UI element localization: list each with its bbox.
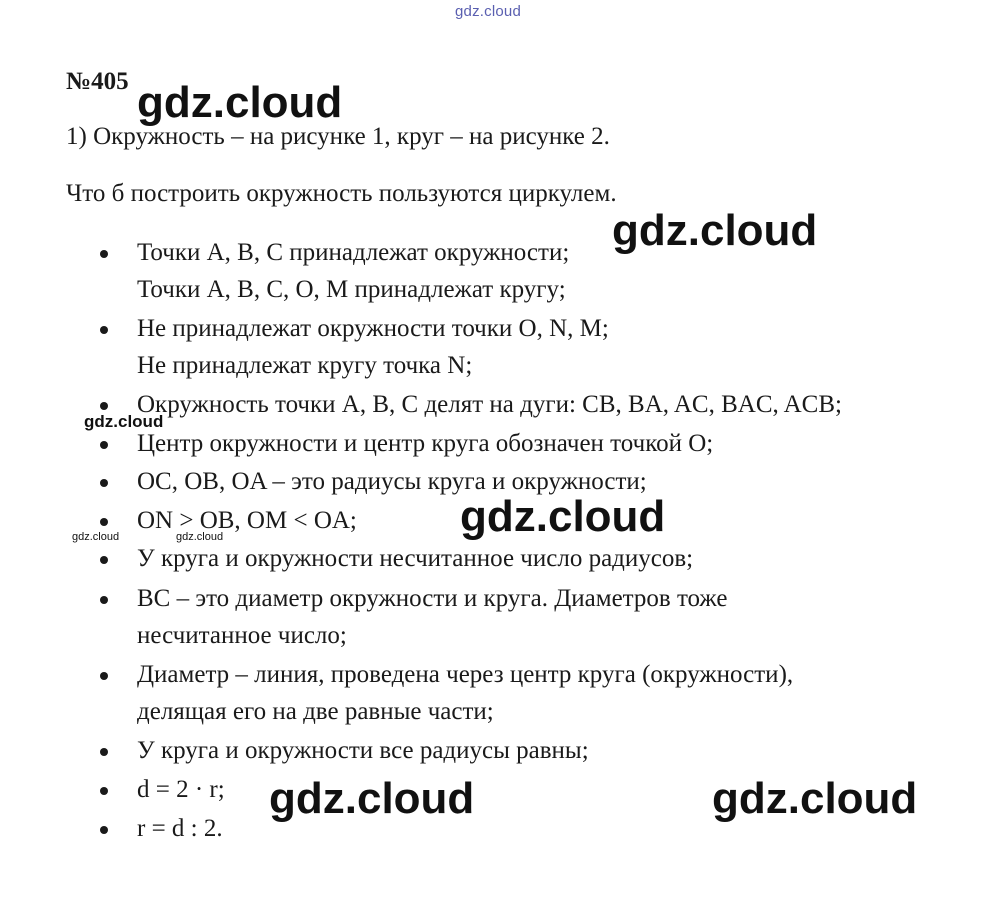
bullet-icon bbox=[100, 479, 108, 487]
watermark: gdz.cloud bbox=[460, 492, 666, 541]
bullet-icon bbox=[100, 787, 108, 795]
list-item-text: OC, OB, OA – это радиусы круга и окружности; bbox=[137, 468, 647, 495]
bullet-icon bbox=[100, 518, 108, 526]
bullet-icon bbox=[100, 596, 108, 604]
top-watermark: gdz.cloud bbox=[455, 3, 522, 20]
list-item-text: Не принадлежат окружности точки O, N, M; bbox=[137, 315, 609, 342]
watermark: gdz.cloud bbox=[176, 531, 224, 543]
watermark: gdz.cloud bbox=[72, 531, 120, 543]
watermark: gdz.cloud bbox=[84, 412, 164, 431]
bullet-icon bbox=[100, 326, 108, 334]
list-item-text: d = 2 · r; bbox=[137, 776, 225, 803]
list-item-text: Центр окружности и центр круга обозначен точкой O; bbox=[137, 430, 714, 457]
watermark: gdz.cloud bbox=[269, 774, 475, 823]
bullet-icon bbox=[100, 250, 108, 258]
watermark: gdz.cloud bbox=[612, 206, 818, 255]
list-item-text: Диаметр – линия, проведена через центр круга (окружности), bbox=[137, 661, 794, 688]
bullet-icon bbox=[100, 556, 108, 564]
bullet-icon bbox=[100, 441, 108, 449]
watermark: gdz.cloud bbox=[712, 774, 918, 823]
intro-line-compass: Что б построить окружность пользуются циркулем. bbox=[66, 180, 617, 207]
list-item-text: делящая его на две равные части; bbox=[137, 698, 494, 725]
list-item-text: ON > OB, OM < OA; bbox=[137, 507, 357, 534]
list-item-text: Точки A, B, C, O, M принадлежат кругу; bbox=[137, 276, 566, 303]
list-item-text: Точки A, B, C принадлежат окружности; bbox=[137, 239, 570, 266]
list-item-text: BC – это диаметр окружности и круга. Диаметров тоже bbox=[137, 585, 728, 612]
list-item-text: несчитанное число; bbox=[137, 622, 347, 649]
list-item-text: У круга и окружности несчитанное число радиусов; bbox=[137, 545, 694, 572]
bullet-icon bbox=[100, 402, 108, 410]
bullet-icon bbox=[100, 826, 108, 834]
list-item-text: r = d : 2. bbox=[137, 815, 223, 842]
list-item-text: Окружность точки A, B, C делят на дуги: CB, BA, AC, BAC, ACB; bbox=[137, 391, 842, 418]
intro-line-figures: 1) Окружность – на рисунке 1, круг – на рисунке 2. bbox=[66, 123, 610, 150]
list-item-text: Не принадлежат кругу точка N; bbox=[137, 352, 473, 379]
list-item-text: У круга и окружности все радиусы равны; bbox=[137, 737, 589, 764]
bullet-icon bbox=[100, 748, 108, 756]
bullet-icon bbox=[100, 672, 108, 680]
watermark: gdz.cloud bbox=[137, 78, 343, 127]
problem-number: №405 bbox=[66, 68, 129, 95]
